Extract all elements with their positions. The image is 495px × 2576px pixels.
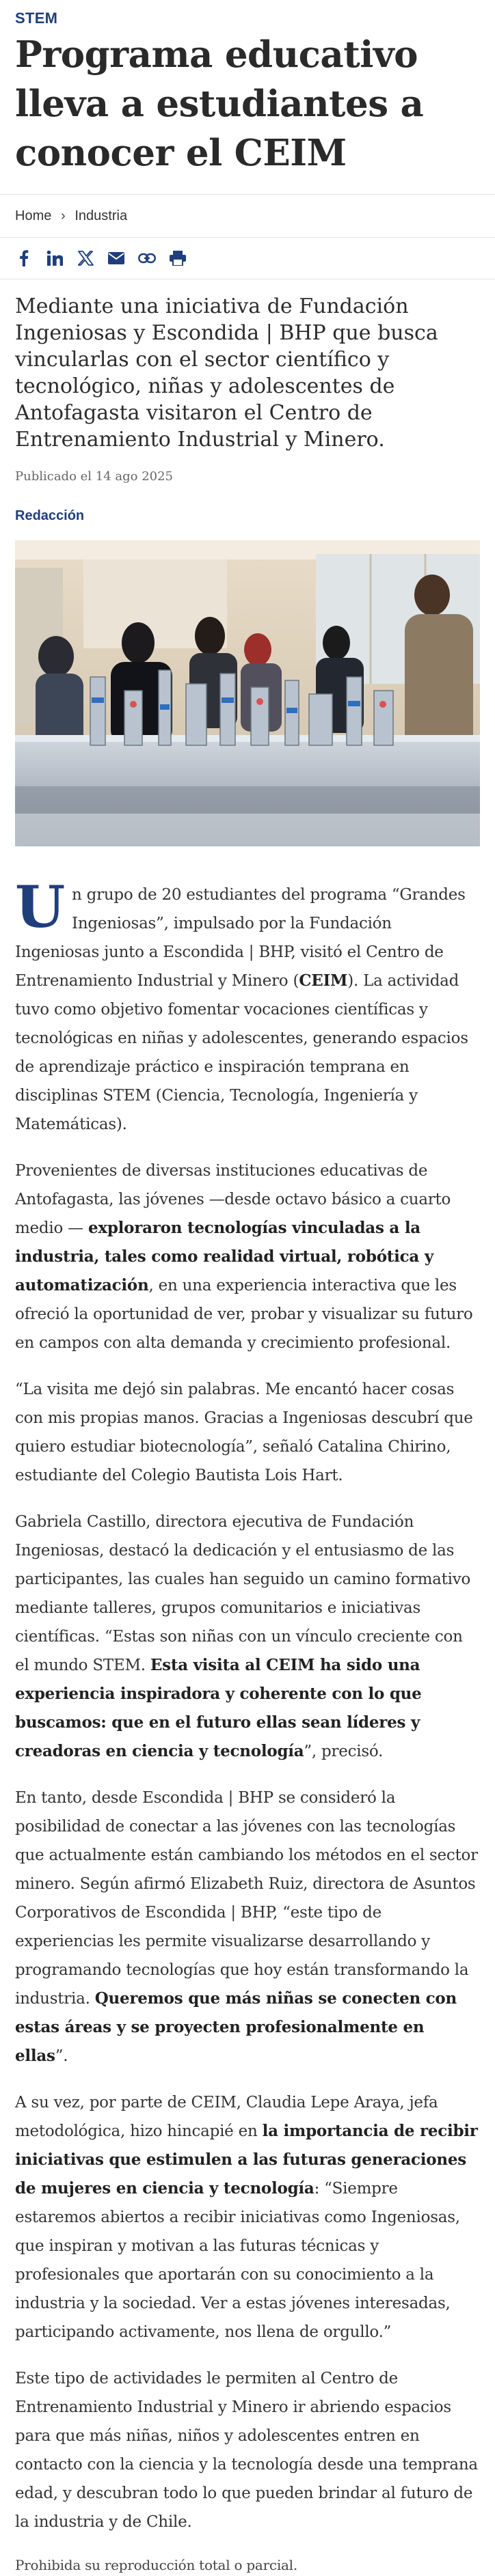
body-paragraph	[15, 1784, 480, 2071]
breadcrumb	[0, 195, 495, 237]
body-text: A su vez, por parte de CEIM, Claudia Lepe Araya, jefa metodológica, hizo hincapié en	[15, 2094, 438, 2140]
body-bold: CEIM	[299, 971, 348, 990]
article-headline: Programa educativo lleva a estudiantes a conocer el CEIM	[15, 33, 424, 174]
article-hero-image	[15, 540, 480, 846]
chevron-right-icon: ›	[61, 208, 66, 223]
body-bold: la importancia de recibir iniciativas que estimulen a las futuras generaciones de mujeres en ciencia y tecnología	[15, 2122, 478, 2198]
section-tag[interactable]: STEM	[15, 10, 58, 27]
body-paragraph: “La visita me dejó sin palabras. Me encantó hacer cosas con mis propias manos. Gracias a Ingeniosas descubrí que quiero estudiar biotecnología”, señaló Catalina Chirino, estudiante del Colegio Bautista Lois Hart.	[15, 1381, 473, 1484]
print-icon[interactable]	[169, 249, 187, 267]
copyright-note: Prohibida su reproducción total o parcial.	[15, 2557, 297, 2573]
body-paragraph	[15, 2088, 480, 2346]
body-text: ”.	[55, 2047, 68, 2065]
email-icon[interactable]	[107, 249, 125, 267]
body-text: , en una experiencia interactiva que les ofreció la oportunidad de ver, probar y visualizar su futuro en campos con alta demanda y crecimiento profesional.	[15, 1277, 473, 1352]
body-paragraph: Este tipo de actividades le permiten al Centro de Entrenamiento Industrial y Minero ir abriendo espacios para que más niñas, niños y adolescentes entren en contacto con la ciencia y la tecnología desde una temprana edad, y descubran todo lo que pueden brindar al futuro de la industria y de Chile.	[15, 2370, 478, 2531]
drop-cap: U	[15, 873, 66, 941]
share-bar	[0, 238, 495, 279]
body-bold: Queremos que más niñas se conecten con estas áreas y se proyecten profesionalmente en ellas	[15, 1989, 457, 2065]
body-paragraph	[15, 873, 480, 1139]
body-bold: exploraron tecnologías vinculadas a la industria, tales como realidad virtual, robótica y automatización	[15, 1219, 433, 1294]
body-text: Provenientes de diversas instituciones educativas de Antofagasta, las jóvenes —desde octavo básico a cuarto medio —	[15, 1162, 451, 1237]
linkedin-icon[interactable]	[46, 249, 64, 267]
x-icon[interactable]	[77, 249, 94, 267]
body-paragraph	[15, 1508, 480, 1766]
facebook-icon[interactable]	[15, 249, 33, 267]
publish-date: Publicado el 14 ago 2025	[15, 469, 174, 484]
body-text: En tanto, desde Escondida | BHP se consideró la posibilidad de conectar a las jóvenes con las tecnologías que actualmente están cambiando los métodos en el sector minero. Según afirmó Elizabeth Ruiz, directora de Asuntos Corporativos de Escondida | BHP, “este tipo de experiencias les permite visualizarse desarrollando y programando tecnologías que hoy están transformando la industria.	[15, 1789, 478, 2008]
article-body	[0, 846, 495, 2576]
body-bold: Esta visita al CEIM ha sido una experiencia inspiradora y coherente con lo que buscamos: que en el futuro ellas sean líderes y creadoras en ciencia y tecnología	[15, 1656, 422, 1760]
body-text: ”, precisó.	[304, 1743, 384, 1760]
body-text: n grupo de 20 estudiantes del programa “Grandes Ingeniosas”, impulsado por la Fundación Ingeniosas junto a Escondida | BHP, visitó el Centro de Entrenamiento Industrial y Minero (	[15, 886, 466, 990]
breadcrumb-home-link[interactable]: Home	[15, 208, 52, 223]
breadcrumb-current[interactable]: Industria	[75, 208, 128, 223]
body-text: : “Siempre estaremos abiertos a recibir iniciativas como Ingeniosas, que inspiran y motivan a las futuras técnicas y profesionales que aportarán con su conocimiento a la industria y la sociedad. Ver a estas jóvenes interesadas, participando activamente, nos llena de orgullo.”	[15, 2180, 460, 2341]
article-lead: Mediante una iniciativa de Fundación Ingeniosas y Escondida | BHP que busca vincularlas con el sector científico y tecnológico, niñas y adolescentes de Antofagasta visitaron el Centro de Entrenamiento Industrial y Minero.	[15, 294, 438, 452]
body-text: Gabriela Castillo, directora ejecutiva de Fundación Ingeniosas, destacó la dedicación y el entusiasmo de las participantes, las cuales han seguido un camino formativo mediante talleres, grupos comunitarios e iniciativas científicas. “Estas son niñas con un vínculo creciente con el mundo STEM.	[15, 1513, 471, 1674]
author-link[interactable]: Redacción	[15, 508, 85, 523]
body-text: ). La actividad tuvo como objetivo fomentar vocaciones científicas y tecnológicas en niñas y adolescentes, generando espacios de aprendizaje práctico e inspiración temprana en disciplinas STEM (Ciencia, Tecnología, Ingeniería y Matemáticas).	[15, 972, 468, 1133]
body-paragraph	[15, 1157, 480, 1357]
link-icon[interactable]	[138, 249, 156, 267]
